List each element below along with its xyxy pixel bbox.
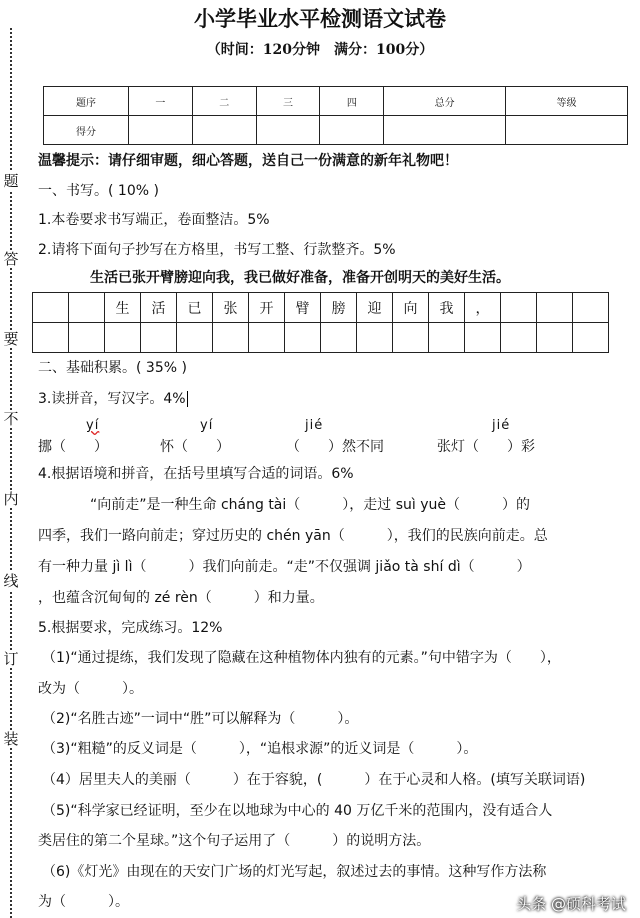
pinyin: jié <box>305 418 324 433</box>
grid-cell-blank[interactable] <box>33 323 69 353</box>
score-cell[interactable] <box>320 116 384 145</box>
q4-line: 四季，我们一路向前走；穿过历史的 chén yān（ ），我们的民族向前走。总 <box>38 528 548 544</box>
question-4: 4.根据语境和拼音，在括号里填写合适的词语。6% <box>38 466 354 482</box>
score-header: 题序 <box>44 87 129 116</box>
question-5: 5.根据要求，完成练习。12% <box>38 620 223 636</box>
q3-item: （ ）然不同 <box>286 439 384 455</box>
grid-cell-blank[interactable] <box>465 323 501 353</box>
grid-cell: 张 <box>213 293 249 323</box>
grid-cell <box>501 293 537 323</box>
q5-line: （1)“通过提练，我们发现了隐藏在这种植物体内独有的元素。”句中错字为（ ）， <box>42 650 561 666</box>
grid-cell-blank[interactable] <box>141 323 177 353</box>
score-header: 四 <box>320 87 384 116</box>
grid-cell-blank[interactable] <box>69 323 105 353</box>
score-cell[interactable] <box>256 116 320 145</box>
grid-cell: 生 <box>105 293 141 323</box>
grid-cell-blank[interactable] <box>177 323 213 353</box>
q4-line: “向前走”是一种生命 cháng tài（ ），走过 suì yuè（ ）的 <box>90 497 531 513</box>
q5-line: （6)《灯光》由现在的天安门广场的灯光写起，叙述过去的事情。这种写作方法称 <box>42 864 547 880</box>
score-header: 三 <box>256 87 320 116</box>
margin-char: 要 <box>3 330 19 348</box>
grid-cell-blank[interactable] <box>501 323 537 353</box>
margin-char: 内 <box>3 490 19 508</box>
grid-cell-blank[interactable] <box>249 323 285 353</box>
question-3 <box>38 389 188 409</box>
grid-cell: 开 <box>249 293 285 323</box>
score-header: 一 <box>129 87 193 116</box>
pinyin: yí <box>200 418 214 433</box>
grid-cell-blank[interactable] <box>357 323 393 353</box>
exam-time-info: （时间：120分钟 满分：100分） <box>206 42 434 58</box>
question-3-text: 3.读拼音，写汉字。4% <box>38 391 186 407</box>
grid-cell <box>573 293 609 323</box>
writing-grid <box>32 292 609 353</box>
margin-char: 订 <box>3 650 19 668</box>
grid-cell <box>69 293 105 323</box>
grid-cell-blank[interactable] <box>321 323 357 353</box>
grid-cell: 迎 <box>357 293 393 323</box>
pinyin: yí <box>86 418 100 433</box>
score-cell[interactable] <box>384 116 506 145</box>
question-2: 2.请将下面句子抄写在方格里，书写工整、行款整齐。5% <box>38 242 396 258</box>
q5-line: （4）居里夫人的美丽（ ）在于容貌，( ）在于心灵和人格。(填写关联词语) <box>42 772 586 788</box>
q5-line: （3)“粗糙”的反义词是（ ），“追根求源”的近义词是（ ）。 <box>42 741 478 757</box>
score-header: 等级 <box>506 87 628 116</box>
grid-cell-blank[interactable] <box>393 323 429 353</box>
grid-cell: 向 <box>393 293 429 323</box>
grid-cell <box>33 293 69 323</box>
grid-cell: 膀 <box>321 293 357 323</box>
q5-line: 改为（ ）。 <box>38 681 143 697</box>
tip-text: 温馨提示：请仔细审题，细心答题，送自己一份满意的新年礼物吧！ <box>38 153 458 169</box>
score-table <box>43 86 628 145</box>
page-title: 小学毕业水平检测语文试卷 <box>194 6 446 31</box>
grid-cell-blank[interactable] <box>213 323 249 353</box>
grid-cell: 活 <box>141 293 177 323</box>
margin-char: 不 <box>3 410 19 428</box>
q3-item: 怀（ ） <box>160 439 230 455</box>
grid-cell: 我 <box>429 293 465 323</box>
q4-line: ，也蕴含沉甸甸的 zé rèn（ ）和力量。 <box>38 590 324 606</box>
pinyin: jié <box>492 418 511 433</box>
copy-sentence: 生活已张开臂膀迎向我，我已做好准备，准备开创明天的美好生活。 <box>90 270 510 286</box>
q5-line: （2)“名胜古迹”一词中“胜”可以解释为（ ）。 <box>42 711 359 727</box>
q5-line: 类居住的第二个星球。”这个句子运用了（ ）的说明方法。 <box>38 833 431 849</box>
q4-line: 有一种力量 jì lì（ ）我们向前走。“走”不仅强调 jiǎo tà shí dì（ ） <box>38 559 531 575</box>
section-heading: 二、基础积累。( 35% ) <box>38 360 187 376</box>
grid-cell-blank[interactable] <box>573 323 609 353</box>
margin-char: 答 <box>3 250 19 268</box>
grid-cell-blank[interactable] <box>537 323 573 353</box>
margin-char: 题 <box>3 172 19 190</box>
score-header: 二 <box>192 87 256 116</box>
q3-item: 挪（ ） <box>38 439 108 455</box>
grid-cell-blank[interactable] <box>429 323 465 353</box>
score-row-label: 得分 <box>44 116 129 145</box>
section-heading: 一、书写。( 10% ) <box>38 183 159 199</box>
watermark: 头条 @硕科考试 <box>516 895 626 913</box>
margin-char: 线 <box>3 572 19 590</box>
q3-item: 张灯（ ）彩 <box>437 439 535 455</box>
score-cell[interactable] <box>192 116 256 145</box>
q5-line: （5)“科学家已经证明，至少在以地球为中心的 40 万亿千米的范围内，没有适合人 <box>42 803 553 819</box>
grid-cell-blank[interactable] <box>285 323 321 353</box>
score-cell[interactable] <box>506 116 628 145</box>
grid-cell: 已 <box>177 293 213 323</box>
margin-char: 装 <box>3 730 19 748</box>
score-cell[interactable] <box>129 116 193 145</box>
grid-cell: 臂 <box>285 293 321 323</box>
grid-cell: ， <box>465 293 501 323</box>
score-header: 总分 <box>384 87 506 116</box>
q5-line: 为（ ）。 <box>38 894 129 910</box>
question-1: 1.本卷要求书写端正，卷面整洁。5% <box>38 212 270 228</box>
grid-cell-blank[interactable] <box>105 323 141 353</box>
binding-margin-line <box>10 28 12 918</box>
grid-cell <box>537 293 573 323</box>
